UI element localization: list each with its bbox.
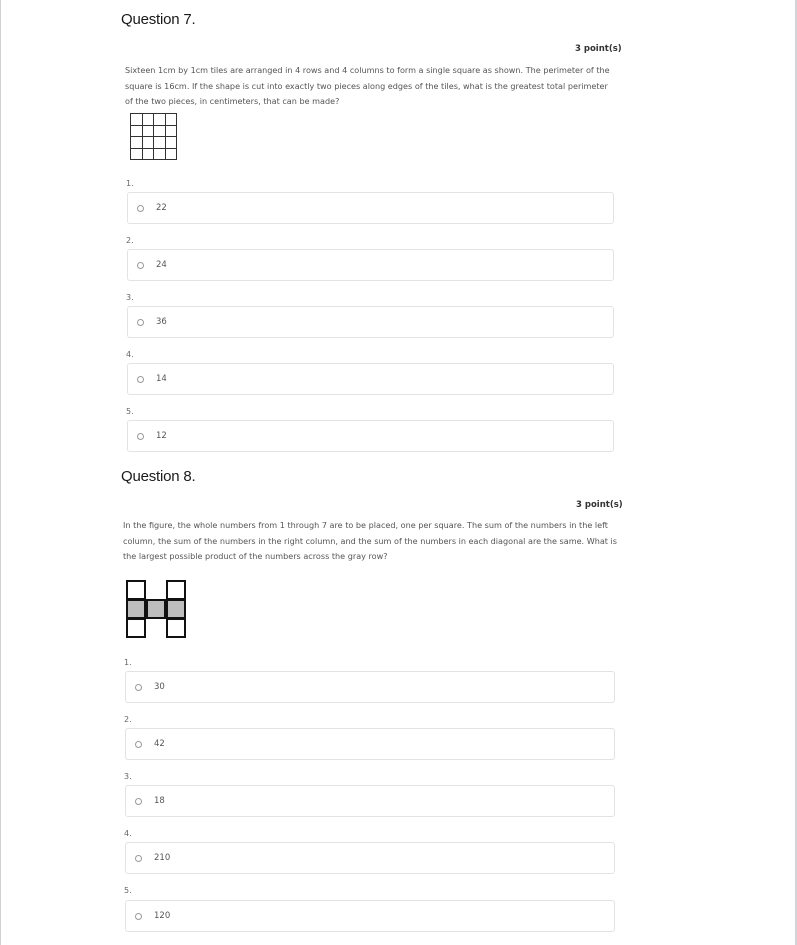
option-label: 24 <box>156 260 167 270</box>
question-text: Sixteen 1cm by 1cm tiles are arranged in 4 rows and 4 columns to form a single square as shown. The perimeter of the square is 16cm. If the shape is cut into exactly two pieces along edges of the tiles, what is the greatest total perimeter of the two pieces, in centimeters, that can be made? <box>125 65 610 106</box>
answer-option-36[interactable] <box>127 306 614 338</box>
gray-cell-middle <box>146 599 166 619</box>
gray-cell-right <box>166 599 186 619</box>
option-number: 3. <box>124 772 132 781</box>
radio-button-icon[interactable] <box>137 376 144 383</box>
option-number: 2. <box>126 236 134 245</box>
option-number: 1. <box>124 658 132 667</box>
answer-option-22[interactable] <box>127 192 614 224</box>
option-label: 18 <box>154 796 165 806</box>
radio-button-icon[interactable] <box>135 855 142 862</box>
question-points: 3 point(s) <box>575 44 622 54</box>
question-points: 3 point(s) <box>576 500 623 510</box>
radio-button-icon[interactable] <box>135 741 142 748</box>
grid-cell-bottom-left <box>126 618 146 638</box>
radio-button-icon[interactable] <box>137 319 144 326</box>
grid-cell-bottom-right <box>166 618 186 638</box>
option-label: 30 <box>154 682 165 692</box>
option-number: 5. <box>124 886 132 895</box>
option-number: 5. <box>126 407 134 416</box>
question-text: In the figure, the whole numbers from 1 through 7 are to be placed, one per square. The sum of the numbers in the left column, the sum of the numbers in the right column, and the sum of the numbers in each diagonal are the same. What is the largest possible product of the numbers across the gray row? <box>123 520 618 561</box>
answer-option-120[interactable] <box>125 900 615 932</box>
radio-button-icon[interactable] <box>137 205 144 212</box>
radio-button-icon[interactable] <box>137 433 144 440</box>
radio-button-icon[interactable] <box>135 913 142 920</box>
option-number: 2. <box>124 715 132 724</box>
option-number: 4. <box>126 350 134 359</box>
answer-option-24[interactable] <box>127 249 614 281</box>
option-label: 42 <box>154 739 165 749</box>
option-label: 210 <box>154 853 171 863</box>
tile-cell <box>165 148 178 161</box>
question-title: Question 7. <box>121 11 196 28</box>
option-label: 120 <box>154 911 171 921</box>
grid-cell-top-left <box>126 580 146 600</box>
answer-option-42[interactable] <box>125 728 615 760</box>
answer-option-210[interactable] <box>125 842 615 874</box>
option-number: 3. <box>126 293 134 302</box>
question-title: Question 8. <box>121 468 196 485</box>
grid-cell-top-right <box>166 580 186 600</box>
answer-option-12[interactable] <box>127 420 614 452</box>
page-border-left <box>0 0 1 945</box>
radio-button-icon[interactable] <box>135 684 142 691</box>
answer-option-18[interactable] <box>125 785 615 817</box>
gray-cell-left <box>126 599 146 619</box>
radio-button-icon[interactable] <box>135 798 142 805</box>
option-number: 1. <box>126 179 134 188</box>
radio-button-icon[interactable] <box>137 262 144 269</box>
option-label: 22 <box>156 203 167 213</box>
option-number: 4. <box>124 829 132 838</box>
answer-option-14[interactable] <box>127 363 614 395</box>
option-label: 36 <box>156 317 167 327</box>
answer-option-30[interactable] <box>125 671 615 703</box>
option-label: 14 <box>156 374 167 384</box>
option-label: 12 <box>156 431 167 441</box>
